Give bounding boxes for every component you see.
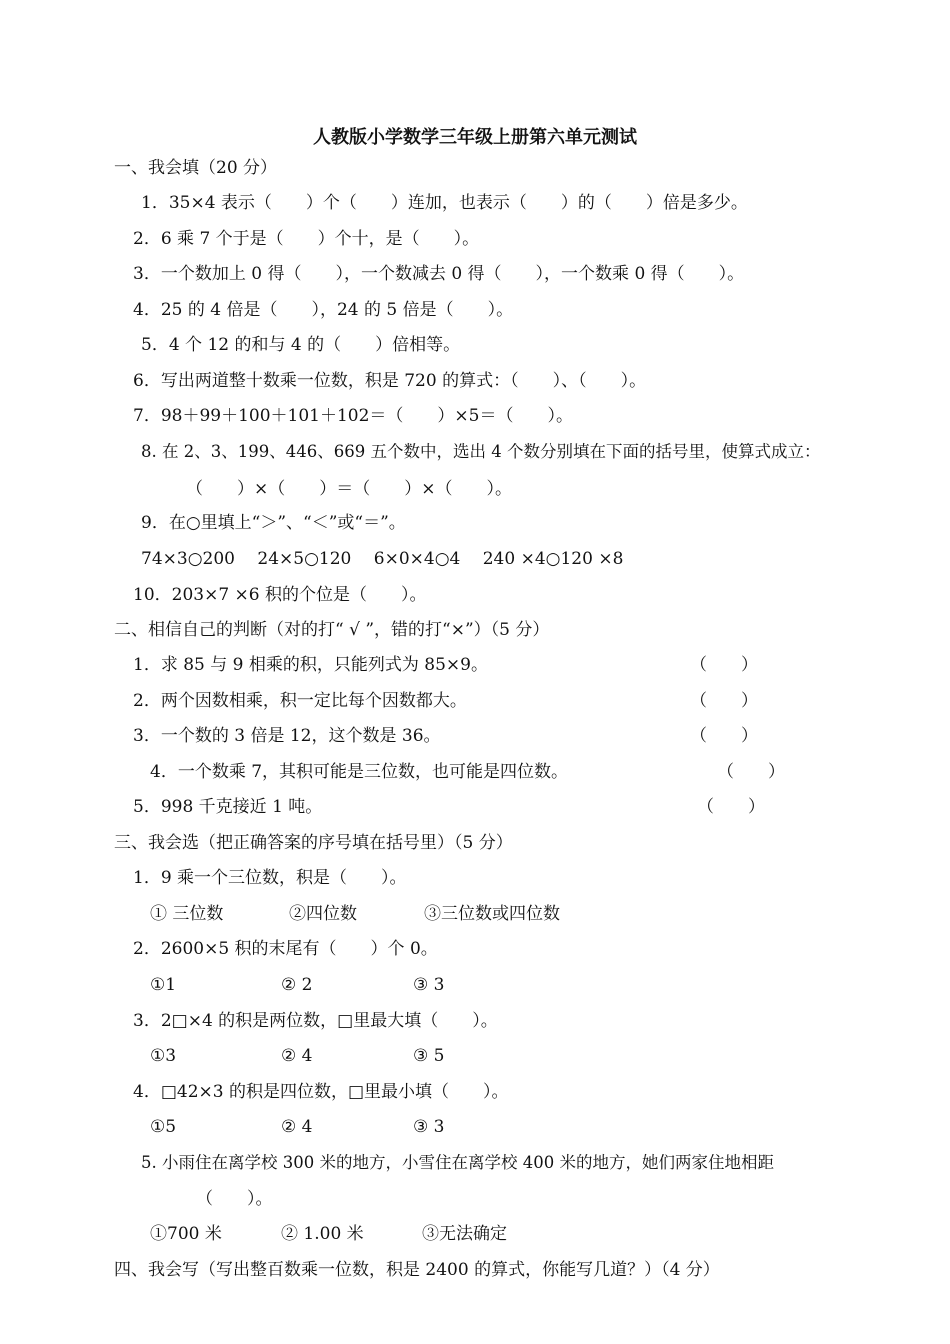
s2-answer-paren-2[interactable]: （ ） <box>690 691 758 711</box>
s2-answer-paren-4[interactable]: （ ） <box>717 762 785 782</box>
s3-question-3: 3．2□×4 的积是两位数，□里最大填（ ）。 <box>133 1011 498 1031</box>
s3-q4-option-3: ③ 3 <box>413 1117 445 1137</box>
s3-q5-option-2: ② 1.00 米 <box>281 1224 364 1244</box>
s1-question-2: 2．6 乘 7 个于是（ ）个十，是（ ）。 <box>133 229 480 249</box>
s3-q2-option-2: ② 2 <box>281 975 313 995</box>
s3-q4-option-2: ② 4 <box>281 1117 313 1137</box>
s3-q5-option-1: ①700 米 <box>150 1224 222 1244</box>
s1-question-5: 5．4 个 12 的和与 4 的（ ）倍相等。 <box>141 335 461 355</box>
s3-q4-option-1: ①5 <box>150 1117 177 1137</box>
s2-question-4: 4．一个数乘 7，其积可能是三位数，也可能是四位数。 <box>150 762 569 782</box>
s1-question-4: 4．25 的 4 倍是（ ），24 的 5 倍是（ ）。 <box>133 300 514 320</box>
s1-question-9: 9．在○里填上“＞”、“＜”或“＝”。 <box>141 513 406 533</box>
s1-question-10: 10．203×7 ×6 积的个位是（ ）。 <box>133 585 427 605</box>
s1-question-1: 1．35×4 表示（ ）个（ ）连加，也表示（ ）的（ ）倍是多少。 <box>141 193 748 213</box>
s1-question-7: 7．98＋99＋100＋101＋102＝（ ）×5＝（ ）。 <box>133 406 573 426</box>
s3-q3-option-2: ② 4 <box>281 1046 313 1066</box>
s1-question-8: 8. 在 2、3、199、446、669 五个数中，选出 4 个数分别填在下面的括号里，使算式成立： <box>141 442 821 461</box>
s2-answer-paren-3[interactable]: （ ） <box>690 726 758 746</box>
s3-q3-option-3: ③ 5 <box>413 1046 445 1066</box>
s1-question-8-equation: （ ）×（ ）＝（ ）×（ ）。 <box>186 479 512 499</box>
s2-question-1: 1．求 85 与 9 相乘的积，只能列式为 85×9。 <box>133 655 488 675</box>
s3-question-5: 5. 小雨住在离学校 300 米的地方，小雪住在离学校 400 米的地方，她们两家住地相距 <box>141 1153 774 1172</box>
s2-answer-paren-1[interactable]: （ ） <box>690 655 758 675</box>
section-1-heading: 一、我会填（20 分） <box>114 158 278 178</box>
s3-question-4: 4．□42×3 的积是四位数，□里最小填（ ）。 <box>133 1082 509 1102</box>
s2-question-2: 2．两个因数相乘，积一定比每个因数都大。 <box>133 691 467 711</box>
section-4-heading: 四、我会写（写出整百数乘一位数，积是 2400 的算式，你能写几道？）（4 分） <box>114 1260 720 1280</box>
s3-q1-option-1: ① 三位数 <box>150 904 224 924</box>
s3-q2-option-3: ③ 3 <box>413 975 445 995</box>
s2-answer-paren-5[interactable]: （ ） <box>697 797 765 817</box>
section-3-heading: 三、我会选（把正确答案的序号填在括号里）（5 分） <box>114 833 513 853</box>
s1-question-3: 3．一个数加上 0 得（ ），一个数减去 0 得（ ），一个数乘 0 得（ ）。 <box>133 264 745 284</box>
section-2-heading: 二、相信自己的判断（对的打“ √ ”，错的打“×”）（5 分） <box>114 620 550 640</box>
s3-question-1: 1．9 乘一个三位数，积是（ ）。 <box>133 868 407 888</box>
s3-q1-option-3: ③三位数或四位数 <box>424 904 560 924</box>
s3-q3-option-1: ①3 <box>150 1046 177 1066</box>
s3-question-2: 2．2600×5 积的末尾有（ ）个 0。 <box>133 939 438 959</box>
s3-q5-option-3: ③无法确定 <box>422 1224 507 1244</box>
s2-question-3: 3．一个数的 3 倍是 12，这个数是 36。 <box>133 726 441 746</box>
s2-question-5: 5．998 千克接近 1 吨。 <box>133 797 323 817</box>
s3-q2-option-1: ①1 <box>150 975 177 995</box>
s1-question-6: 6．写出两道整十数乘一位数，积是 720 的算式：（ ）、（ ）。 <box>133 371 647 391</box>
page-title: 人教版小学数学三年级上册第六单元测试 <box>313 127 637 148</box>
s1-question-9-comparisons: 74×3○200 24×5○120 6×0×4○4 240 ×4○120 ×8 <box>141 549 624 569</box>
s3-q1-option-2: ②四位数 <box>289 904 357 924</box>
s3-question-5-cont: （ ）。 <box>196 1189 273 1209</box>
